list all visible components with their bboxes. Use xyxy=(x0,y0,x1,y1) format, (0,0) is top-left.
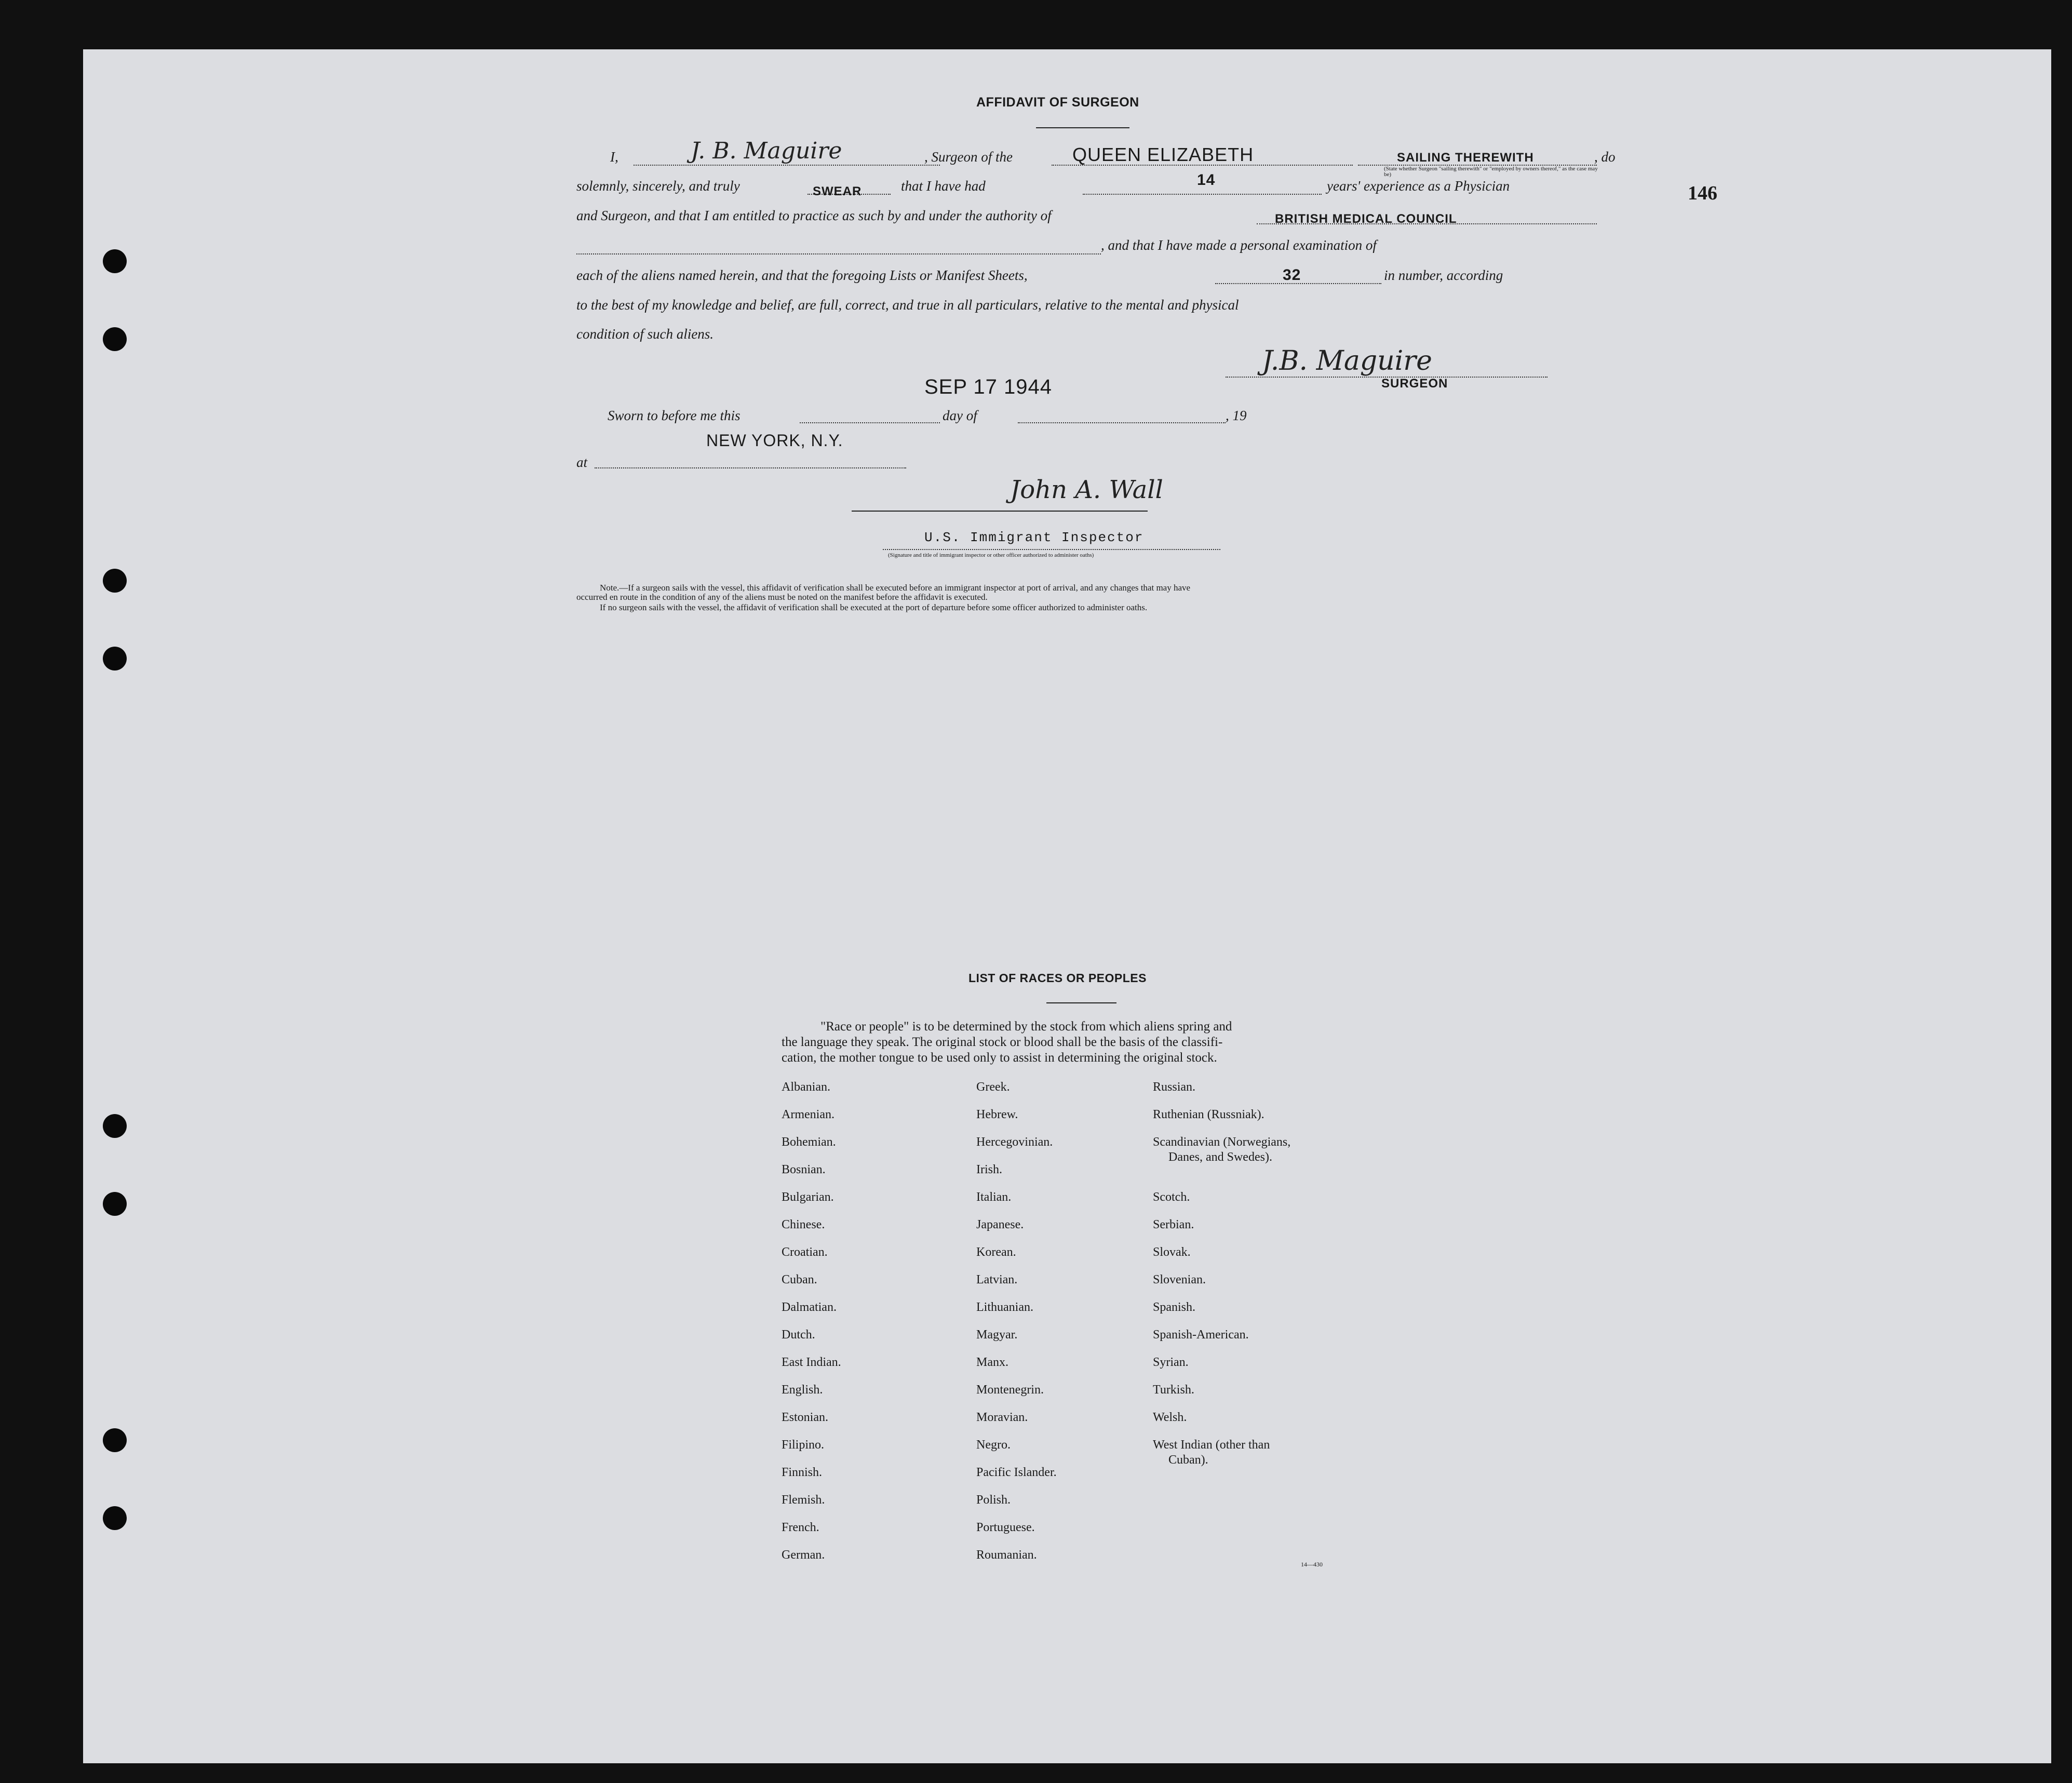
surgeon-name-field xyxy=(634,165,940,166)
race-item: Croatian. xyxy=(782,1245,828,1259)
race-item: Serbian. xyxy=(1153,1218,1194,1231)
sheets-count-stamp: 32 xyxy=(1283,266,1301,284)
text-line2-c: years' experience as a Physician xyxy=(1327,178,1510,194)
race-item: Bosnian. xyxy=(782,1163,826,1176)
race-item: Pacific Islander. xyxy=(976,1466,1057,1479)
race-item: Lithuanian. xyxy=(976,1301,1033,1314)
place-stamp: NEW YORK, N.Y. xyxy=(706,431,843,450)
binder-hole xyxy=(103,569,127,593)
title-rule xyxy=(1036,127,1129,128)
date-stamp: SEP 17 1944 xyxy=(924,376,1053,398)
race-item-cont: Danes, and Swedes). xyxy=(1168,1150,1272,1164)
text-line5-a: each of the aliens named herein, and that the foregoing Lists or Manifest Sheets, xyxy=(576,267,1028,283)
race-item: Greek. xyxy=(976,1080,1010,1094)
race-item: English. xyxy=(782,1383,823,1397)
race-item: Negro. xyxy=(976,1438,1011,1452)
race-item: Moravian. xyxy=(976,1411,1028,1424)
sworn-text-a: Sworn to before me this xyxy=(608,408,741,423)
inspector-title-line xyxy=(883,549,1220,550)
race-item: Japanese. xyxy=(976,1218,1024,1231)
years-stamp: 14 xyxy=(1197,171,1216,189)
race-item: Turkish. xyxy=(1153,1383,1194,1397)
race-item: Irish. xyxy=(976,1163,1002,1176)
race-item: West Indian (other than xyxy=(1153,1438,1270,1452)
text-line1-i: I, xyxy=(610,149,618,165)
place-field xyxy=(595,467,906,468)
race-item: Welsh. xyxy=(1153,1411,1187,1424)
race-item: Bulgarian. xyxy=(782,1190,834,1204)
race-item: Slovenian. xyxy=(1153,1273,1206,1286)
race-item: Polish. xyxy=(976,1493,1011,1507)
races-intro-1: "Race or people" is to be determined by the stock from which aliens spring and xyxy=(820,1020,1232,1034)
text-line2-a: solemnly, sincerely, and truly xyxy=(576,178,740,194)
race-item: Korean. xyxy=(976,1245,1016,1259)
affidavit-note-1: Note.—If a surgeon sails with the vessel, this affidavit of verification shall be executed before an immigrant inspector at port of arrival, and any changes that may have xyxy=(600,583,1191,593)
race-item: Manx. xyxy=(976,1356,1008,1369)
races-title: LIST OF RACES OR PEOPLES xyxy=(968,971,1147,985)
binder-hole xyxy=(103,1114,127,1138)
race-item: Portuguese. xyxy=(976,1521,1035,1534)
race-item: Syrian. xyxy=(1153,1356,1189,1369)
inspector-line xyxy=(852,511,1148,512)
binder-hole xyxy=(103,1506,127,1530)
race-item: Hercegovinian. xyxy=(976,1135,1053,1149)
inspector-signature: John A. Wall xyxy=(1010,475,1163,504)
race-item: Armenian. xyxy=(782,1108,835,1121)
binder-hole xyxy=(103,327,127,351)
binder-hole xyxy=(103,647,127,671)
race-item: Spanish. xyxy=(1153,1301,1196,1314)
surgeon-signature: J.B. Maguire xyxy=(1262,345,1432,377)
race-item: Russian. xyxy=(1153,1080,1196,1094)
document-sheet xyxy=(83,49,2051,1763)
sailing-status-note: (State whether Surgeon "sailing therewith" or "employed by owners thereof," as the case may be) xyxy=(1384,166,1598,178)
race-item: East Indian. xyxy=(782,1356,841,1369)
ship-name-stamp: QUEEN ELIZABETH xyxy=(1072,144,1254,165)
race-item: Spanish-American. xyxy=(1153,1328,1249,1342)
authority-field-cont xyxy=(576,253,1101,254)
page-number: 146 xyxy=(1688,182,1717,204)
race-item-cont: Cuban). xyxy=(1168,1453,1208,1467)
race-item: Chinese. xyxy=(782,1218,825,1231)
binder-hole xyxy=(103,1192,127,1216)
authority-stamp: BRITISH MEDICAL COUNCIL xyxy=(1275,212,1457,226)
race-item: Ruthenian (Russniak). xyxy=(1153,1108,1264,1121)
race-item: Estonian. xyxy=(782,1411,828,1424)
race-item: Hebrew. xyxy=(976,1108,1018,1121)
races-intro-3: cation, the mother tongue to be used only to assist in determining the original stock. xyxy=(782,1051,1217,1065)
race-item: Scotch. xyxy=(1153,1190,1190,1204)
race-item: Bohemian. xyxy=(782,1135,836,1149)
races-intro-2: the language they speak. The original stock or blood shall be the basis of the classifi- xyxy=(782,1035,1223,1049)
race-item: Roumanian. xyxy=(976,1548,1037,1562)
race-item: German. xyxy=(782,1548,825,1562)
sworn-month-field xyxy=(1018,422,1226,423)
text-line4: , and that I have made a personal examination of xyxy=(1101,237,1377,253)
race-item: Scandinavian (Norwegians, xyxy=(1153,1135,1291,1149)
race-item: Finnish. xyxy=(782,1466,823,1479)
sworn-text-c: , 19 xyxy=(1226,408,1247,423)
surgeon-signature-label: SURGEON xyxy=(1381,377,1448,391)
sworn-text-b: day of xyxy=(943,408,977,423)
text-line1-surgeon-of: , Surgeon of the xyxy=(924,149,1013,165)
text-line7: condition of such aliens. xyxy=(576,326,714,342)
affidavit-note-2: occurred en route in the condition of any of the aliens must be noted on the manifest before the affidavit is executed. xyxy=(576,592,988,602)
race-item: Latvian. xyxy=(976,1273,1018,1286)
text-line6: to the best of my knowledge and belief, are full, correct, and true in all particulars, relative to the mental and physical xyxy=(576,297,1239,313)
race-item: Filipino. xyxy=(782,1438,825,1452)
text-line5-b: in number, according xyxy=(1384,267,1503,283)
form-code: 14—430 xyxy=(1301,1561,1323,1568)
text-line3-a: and Surgeon, and that I am entitled to practice as such by and under the authority of xyxy=(576,208,1052,223)
surgeon-name-handwritten: J. B. Maguire xyxy=(691,138,842,164)
affidavit-note-3: If no surgeon sails with the vessel, the affidavit of verification shall be executed at the port of departure before some officer authorized to administer oaths. xyxy=(600,602,1148,612)
race-item: Flemish. xyxy=(782,1493,825,1507)
binder-hole xyxy=(103,1428,127,1452)
text-line1-do: , do xyxy=(1594,149,1616,165)
oath-stamp: SWEAR xyxy=(813,184,862,198)
years-field xyxy=(1083,194,1322,195)
races-title-rule xyxy=(1046,1002,1116,1003)
at-label: at xyxy=(576,454,588,470)
race-item: Magyar. xyxy=(976,1328,1018,1342)
binder-hole xyxy=(103,249,127,273)
affidavit-title: AFFIDAVIT OF SURGEON xyxy=(976,95,1139,110)
race-item: Italian. xyxy=(976,1190,1012,1204)
inspector-caption: (Signature and title of immigrant inspector or other officer authorized to administer oaths) xyxy=(888,552,1094,558)
sworn-day-field xyxy=(800,422,940,423)
race-item: Albanian. xyxy=(782,1080,830,1094)
text-line2-b: that I have had xyxy=(901,178,986,194)
inspector-title: U.S. Immigrant Inspector xyxy=(924,530,1144,545)
race-item: Montenegrin. xyxy=(976,1383,1044,1397)
race-item: Cuban. xyxy=(782,1273,817,1286)
race-item: French. xyxy=(782,1521,819,1534)
sailing-status-stamp: SAILING THEREWITH xyxy=(1397,151,1534,165)
race-item: Dutch. xyxy=(782,1328,815,1342)
race-item: Dalmatian. xyxy=(782,1301,837,1314)
race-item: Slovak. xyxy=(1153,1245,1191,1259)
